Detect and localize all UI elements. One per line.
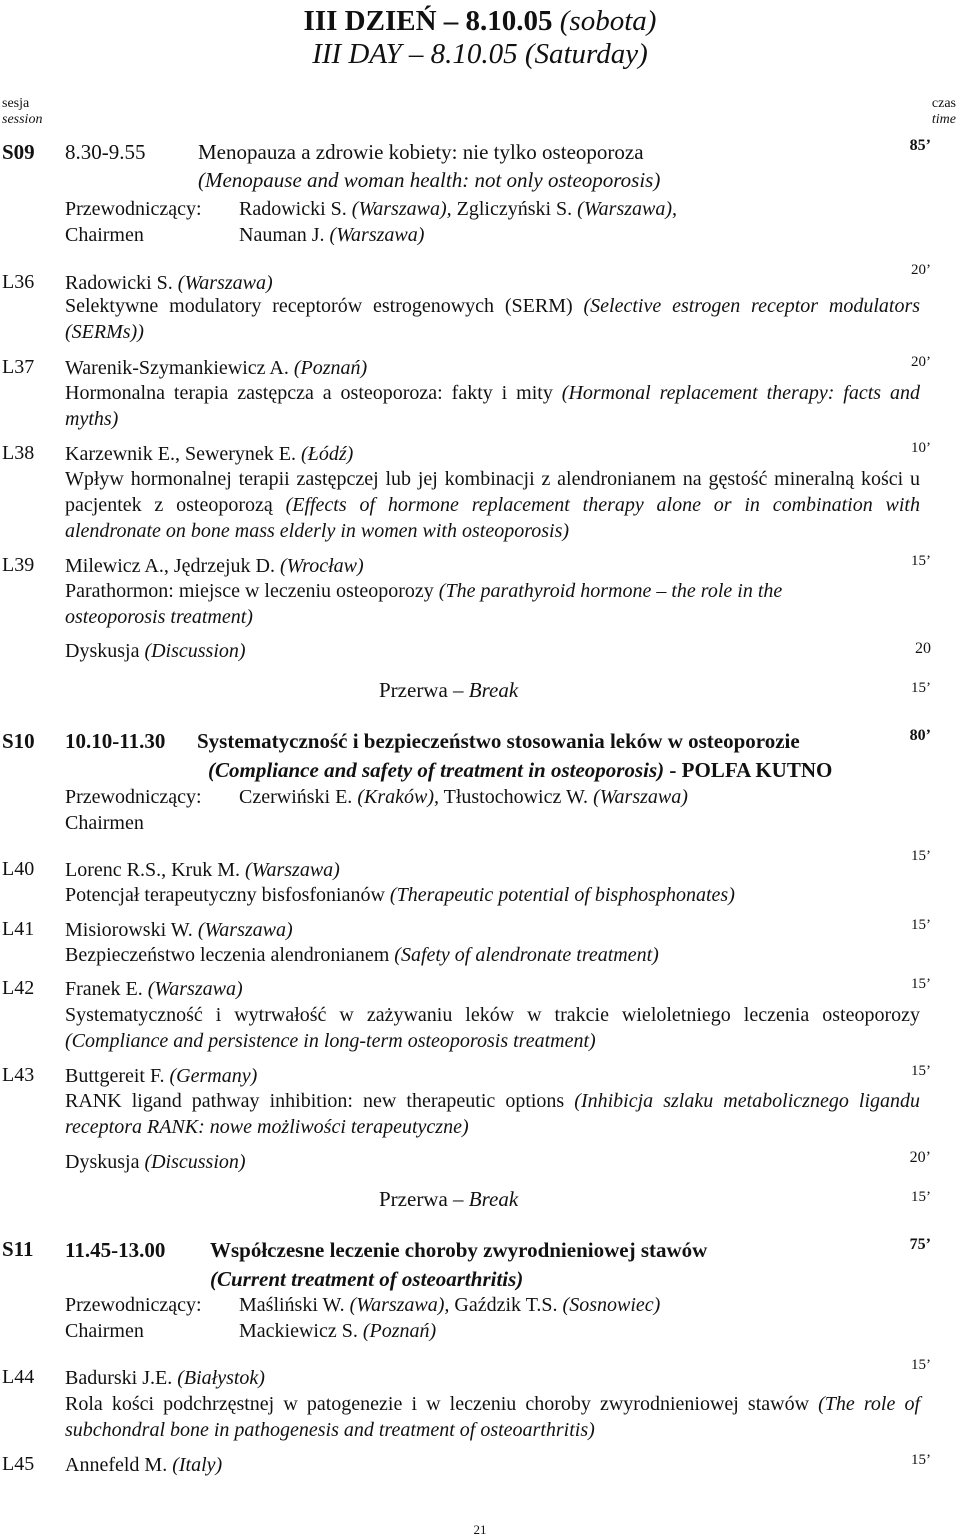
title-pl: III DZIEŃ – 8.10.05 (303, 5, 553, 37)
break-dash: – (453, 678, 464, 702)
lecture-authors (65, 1063, 257, 1089)
authors: Lorenc R.S., Kruk M. (65, 859, 240, 881)
session-heading (65, 727, 800, 755)
chair-city: (Warszawa) (329, 224, 425, 246)
title-en: (Selective estrogen receptor modulators (SERMs)) (65, 295, 921, 343)
lecture-code: L45 (2, 1453, 35, 1475)
title-en: (Effects of hormone replacement therapy alone or in combination with alendronate on bone mass elderly in women with osteoporosis) (65, 494, 920, 542)
session-label-en: session (2, 112, 43, 127)
chair-name: Maśliński W. (239, 1294, 345, 1316)
lecture-title (65, 882, 735, 908)
chairs-line-1 (239, 1292, 660, 1318)
authors: Radowicki S. (65, 272, 173, 294)
chairs-line-1 (239, 784, 688, 810)
chair-city: (Sosnowiec) (562, 1294, 661, 1316)
chair-name: Czerwiński E. (239, 786, 353, 808)
authors: Karzewnik E., Sewerynek E. (65, 443, 297, 465)
chair-city: (Warszawa) (593, 786, 688, 808)
lecture-title (65, 1391, 920, 1443)
session-heading (65, 1236, 708, 1264)
lecture-title (65, 578, 885, 630)
lecture-duration: 15’ (911, 917, 931, 933)
title-en: (The role of subchondral bone in pathogenesis and treatment of osteoarthritis) (65, 1393, 920, 1441)
authors: Franek E. (65, 978, 143, 1000)
lecture-authors (65, 976, 243, 1002)
discussion-pl: Dyskusja (65, 640, 140, 662)
lecture-title (65, 1088, 920, 1140)
chair-name: Tłustochowicz W. (443, 786, 589, 808)
city: (Germany) (169, 1065, 258, 1087)
title-en: (Therapeutic potential of bisphosphonates) (389, 884, 735, 906)
lecture-code: L38 (2, 442, 35, 464)
lecture-title (65, 466, 920, 544)
authors: Misiorowski W. (65, 919, 193, 941)
authors: Buttgereit F. (65, 1065, 165, 1087)
session-time-range: 10.10-11.30 (65, 729, 166, 753)
title-pl: Hormonalna terapia zastępcza a osteoporoza: fakty i mity (65, 382, 553, 404)
session-chairs (65, 1292, 661, 1318)
title-pl: Selektywne modulatory receptorów estrogenowych (SERM) (65, 295, 573, 317)
authors: Warenik-Szymankiewicz A. (65, 357, 289, 379)
break-duration: 15’ (911, 1189, 931, 1205)
discussion-en: (Discussion) (144, 640, 246, 662)
chairs-line-1 (239, 196, 677, 222)
title-pl-day: (sobota) (559, 5, 657, 37)
break-en: Break (468, 678, 519, 702)
session-chairs (65, 784, 688, 810)
chair-name: Radowicki S. (239, 198, 347, 220)
session-title-en-line (208, 756, 832, 784)
lecture-authors (65, 441, 353, 467)
break-en: Break (468, 1187, 519, 1211)
session-code: S09 (2, 140, 35, 164)
chair-label-pl: Przewodniczący: (65, 786, 202, 808)
chairs-line-2 (239, 222, 424, 248)
lecture-duration: 15’ (911, 1452, 931, 1468)
chair-city: (Warszawa), (351, 198, 452, 220)
page-number: 21 (473, 1522, 487, 1537)
city: (Białystok) (177, 1367, 265, 1389)
chair-label-en: Chairmen (65, 812, 144, 834)
lecture-title (65, 293, 920, 345)
chair-label-pl: Przewodniczący: (65, 198, 202, 220)
chairs-line-2 (239, 1318, 436, 1344)
discussion-label (65, 638, 246, 664)
session-duration: 75’ (909, 1236, 931, 1253)
session-sponsor: - POLFA KUTNO (669, 758, 833, 782)
chair-name: Nauman J. (239, 224, 325, 246)
lecture-code: L43 (2, 1064, 35, 1086)
lecture-duration: 15’ (911, 1357, 931, 1373)
chair-label-pl: Przewodniczący: (65, 1294, 202, 1316)
lecture-title (65, 1002, 920, 1054)
authors: Badurski J.E. (65, 1367, 173, 1389)
session-title-pl: Współczesne leczenie choroby zwyrodnieniowej stawów (210, 1238, 708, 1262)
session-chairs (65, 196, 678, 222)
lecture-authors (65, 1365, 265, 1391)
lecture-code: L42 (2, 977, 35, 999)
discussion-en: (Discussion) (144, 1151, 246, 1173)
lecture-code: L37 (2, 356, 35, 378)
chair-city: (Kraków), (357, 786, 439, 808)
authors: Annefeld M. (65, 1454, 168, 1476)
time-label-en: time (931, 112, 956, 127)
discussion-label (65, 1149, 246, 1175)
chair-label-en: Chairmen (65, 224, 144, 246)
break-duration: 15’ (911, 680, 931, 696)
page-title (0, 4, 960, 38)
title-en: (Inhibicja szlaku metabolicznego ligandu receptora RANK: nowe możliwości terapeutyczne) (65, 1090, 921, 1138)
session-chairs-en (65, 222, 425, 248)
authors: Milewicz A., Jędrzejuk D. (65, 555, 275, 577)
lecture-code: L41 (2, 918, 35, 940)
chair-city: (Poznań) (362, 1320, 437, 1342)
title-en: (The parathyroid hormone – the role in the osteoporosis treatment) (65, 580, 783, 628)
break-label (379, 1187, 518, 1212)
lecture-authors (65, 917, 293, 943)
title-en: (Safety of alendronate treatment) (394, 944, 659, 966)
page-subtitle: III DAY – 8.10.05 (Saturday) (312, 38, 648, 70)
time-column-label (932, 96, 956, 128)
session-title-pl: Menopauza a zdrowie kobiety: nie tylko osteoporoza (198, 140, 644, 164)
city: (Łódź) (301, 443, 354, 465)
title-pl: RANK ligand pathway inhibition: new therapeutic options (65, 1090, 565, 1112)
title-en: (Compliance and persistence in long-term osteoporosis treatment) (65, 1030, 596, 1052)
session-title-en: (Compliance and safety of treatment in osteoporosis) (208, 758, 665, 782)
lecture-duration: 15’ (911, 1063, 931, 1079)
lecture-code: L39 (2, 554, 35, 576)
lecture-authors (65, 857, 340, 883)
session-duration: 85’ (909, 137, 931, 154)
session-heading (65, 138, 644, 166)
city: (Warszawa) (197, 919, 293, 941)
chair-name: Mackiewicz S. (239, 1320, 358, 1342)
session-time-range: 8.30-9.55 (65, 140, 146, 164)
chair-city: (Warszawa), (349, 1294, 450, 1316)
lecture-code: L44 (2, 1366, 35, 1388)
chair-city: (Warszawa), (577, 198, 678, 220)
lecture-title (65, 942, 659, 968)
session-column-label (2, 96, 42, 128)
session-title-en: (Current treatment of osteoarthritis) (210, 1267, 524, 1291)
break-dash: – (453, 1187, 464, 1211)
city: (Italy) (172, 1454, 223, 1476)
lecture-authors (65, 553, 364, 579)
lecture-duration: 20’ (911, 354, 931, 370)
session-code: S10 (2, 729, 35, 753)
session-duration: 80’ (909, 727, 931, 744)
lecture-code: L36 (2, 271, 35, 293)
session-label-pl: sesja (2, 96, 30, 111)
session-title-en: (Menopause and woman health: not only osteoporosis) (198, 168, 661, 192)
lecture-title (65, 380, 920, 432)
title-pl: Wpływ hormonalnej terapii zastępczej lub jej kombinacji z alendronianem na gęstość mineralną kości u pacjentek z osteoporozą (65, 468, 920, 516)
discussion-duration: 20 (915, 640, 931, 657)
title-pl: Bezpieczeństwo leczenia alendronianem (65, 944, 390, 966)
break-pl: Przerwa (379, 678, 448, 702)
lecture-code: L40 (2, 858, 35, 880)
lecture-authors (65, 355, 367, 381)
title-pl: Systematyczność i wytrwałość w zażywaniu leków w trakcie wieloletniego leczenia osteoporozy (65, 1004, 920, 1026)
lecture-authors (65, 1452, 222, 1478)
chair-name: Gaździk T.S. (454, 1294, 558, 1316)
discussion-pl: Dyskusja (65, 1151, 140, 1173)
lecture-duration: 15’ (911, 553, 931, 569)
lecture-duration: 15’ (911, 976, 931, 992)
session-time-range: 11.45-13.00 (65, 1238, 166, 1262)
city: (Poznań) (293, 357, 368, 379)
session-title-pl: Systematyczność i bezpieczeństwo stosowania leków w osteoporozie (197, 729, 800, 753)
title-pl: Rola kości podchrzęstnej w patogenezie i w leczeniu choroby zwyrodnieniowej stawów (65, 1393, 810, 1415)
break-pl: Przerwa (379, 1187, 448, 1211)
lecture-duration: 20’ (911, 262, 931, 278)
chair-name: Zgliczyński S. (456, 198, 573, 220)
title-pl: Potencjał terapeutyczny bisfosfonianów (65, 884, 385, 906)
title-pl: Parathormon: miejsce w leczeniu osteoporozy (65, 580, 434, 602)
break-label (379, 678, 518, 703)
lecture-duration: 10’ (911, 440, 931, 456)
title-en: (Hormonal replacement therapy: facts and myths) (65, 382, 920, 430)
discussion-duration: 20’ (909, 1149, 931, 1166)
chair-label-en: Chairmen (65, 1320, 144, 1342)
city: (Warszawa) (177, 272, 273, 294)
city: (Warszawa) (244, 859, 340, 881)
session-code: S11 (2, 1237, 34, 1261)
city: (Wrocław) (279, 555, 364, 577)
city: (Warszawa) (147, 978, 243, 1000)
lecture-duration: 15’ (911, 848, 931, 864)
time-label-pl: czas (931, 96, 956, 111)
session-chairs-en (65, 1318, 437, 1344)
